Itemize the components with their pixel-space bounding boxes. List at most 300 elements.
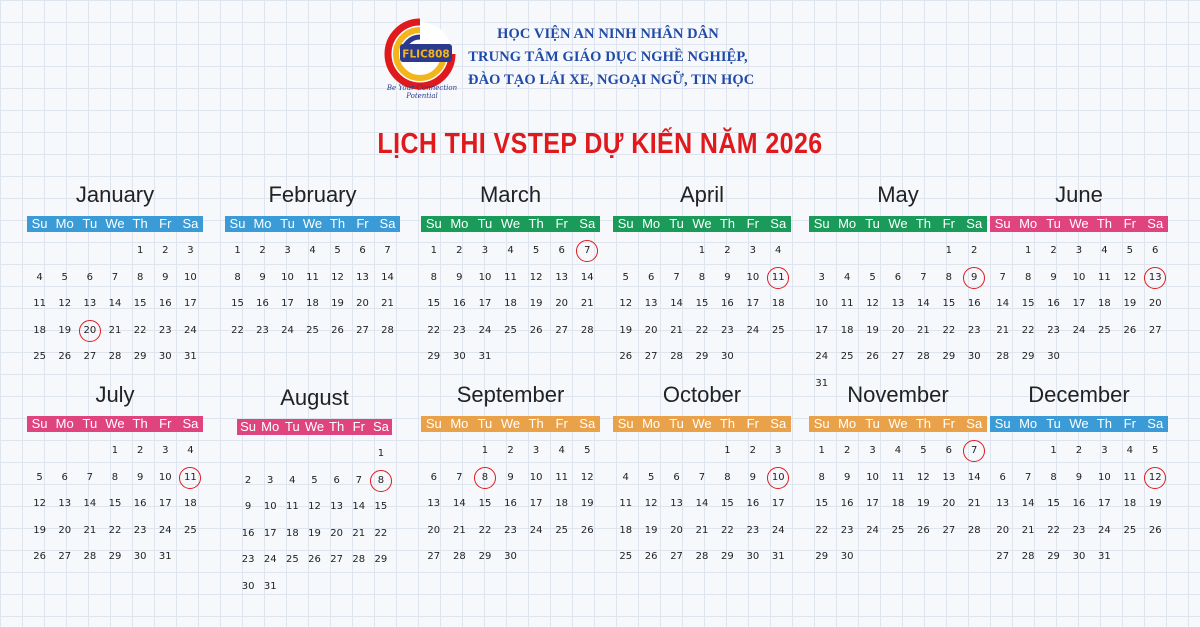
day-cell: 30 bbox=[1072, 551, 1086, 562]
weekday-label: Tu bbox=[82, 216, 98, 231]
day-cell: 19 bbox=[580, 498, 594, 509]
weekday-label: Th bbox=[719, 416, 735, 431]
day-cell: 11 bbox=[840, 298, 854, 309]
weekday-label: Su bbox=[229, 216, 246, 231]
day-cell: 16 bbox=[840, 498, 854, 509]
weekday-label: We bbox=[692, 416, 712, 431]
day-cell: 20 bbox=[1148, 298, 1162, 309]
day-cell: 21 bbox=[670, 324, 683, 336]
empty-cell bbox=[421, 438, 447, 465]
day-grid bbox=[809, 238, 987, 397]
day-cell: 29 bbox=[721, 551, 734, 562]
week-row bbox=[990, 318, 1168, 345]
weekday-header bbox=[809, 416, 987, 432]
empty-cell bbox=[348, 441, 370, 468]
day-cell: 4 bbox=[843, 271, 851, 283]
day-cell: 19 bbox=[58, 324, 72, 336]
week-row bbox=[27, 518, 203, 545]
day-cell: 25 bbox=[33, 351, 46, 362]
day-cell: 7 bbox=[86, 471, 94, 483]
day-cell: 12 bbox=[644, 498, 658, 509]
week-row bbox=[237, 494, 392, 521]
day-cell: 17 bbox=[746, 298, 760, 309]
empty-cell bbox=[962, 544, 987, 571]
day-cell: 23 bbox=[967, 324, 981, 336]
day-cell: 28 bbox=[580, 324, 594, 336]
day-grid bbox=[421, 438, 600, 571]
day-cell: 29 bbox=[374, 554, 388, 565]
week-row bbox=[809, 491, 987, 518]
day-cell: 18 bbox=[184, 498, 197, 509]
empty-cell bbox=[27, 438, 52, 465]
weekday-label: We bbox=[500, 416, 521, 431]
day-cell: 12 bbox=[866, 298, 879, 309]
day-cell: 13 bbox=[670, 498, 683, 509]
week-row bbox=[237, 441, 392, 468]
day-cell: 26 bbox=[619, 351, 633, 362]
day-cell: 16 bbox=[721, 298, 734, 309]
day-cell: 15 bbox=[695, 298, 709, 309]
day-cell: 6 bbox=[894, 271, 902, 283]
day-cell: 26 bbox=[1148, 524, 1162, 536]
weekday-label: Tu bbox=[285, 419, 300, 434]
day-cell: 22 bbox=[1021, 324, 1035, 336]
day-grid bbox=[421, 238, 600, 371]
empty-cell bbox=[303, 574, 325, 601]
week-row bbox=[613, 544, 791, 571]
weekday-label: Tu bbox=[865, 216, 880, 231]
empty-cell bbox=[885, 238, 910, 265]
day-cell: 3 bbox=[532, 445, 540, 456]
day-grid bbox=[27, 438, 203, 571]
month-name: August bbox=[280, 385, 349, 410]
day-cell: 27 bbox=[58, 551, 72, 562]
day-cell: 8 bbox=[1050, 471, 1057, 483]
day-cell: 29 bbox=[1047, 551, 1060, 562]
day-cell: 16 bbox=[504, 498, 517, 509]
day-cell: 16 bbox=[256, 298, 269, 309]
week-row bbox=[809, 438, 987, 465]
weekday-header bbox=[27, 416, 203, 432]
day-cell: 17 bbox=[771, 498, 785, 509]
day-cell: 23 bbox=[133, 524, 147, 536]
day-cell: 24 bbox=[529, 524, 543, 536]
week-row bbox=[990, 238, 1168, 265]
week-row bbox=[421, 438, 600, 465]
week-row bbox=[225, 291, 400, 318]
day-cell: 21 bbox=[352, 527, 366, 539]
empty-cell bbox=[574, 544, 600, 571]
empty-cell bbox=[990, 438, 1015, 465]
week-row bbox=[613, 291, 791, 318]
day-cell: 31 bbox=[478, 351, 492, 362]
month-may bbox=[809, 182, 987, 389]
week-row bbox=[613, 491, 791, 518]
day-cell: 9 bbox=[1075, 471, 1083, 483]
weekday-label: Fr bbox=[356, 216, 369, 231]
day-cell: 11 bbox=[619, 498, 633, 509]
day-cell: 19 bbox=[1148, 498, 1162, 509]
day-cell: 17 bbox=[263, 527, 277, 539]
day-cell: 14 bbox=[83, 498, 97, 509]
weekday-label: Mo bbox=[55, 416, 74, 431]
day-cell: 30 bbox=[746, 551, 760, 562]
day-cell: 7 bbox=[698, 471, 706, 483]
day-cell: 24 bbox=[158, 524, 172, 536]
day-cell: 28 bbox=[1021, 551, 1035, 562]
day-cell: 30 bbox=[721, 351, 734, 362]
month-name: March bbox=[479, 182, 542, 207]
day-cell: 5 bbox=[647, 471, 655, 483]
day-cell: 15 bbox=[133, 298, 147, 309]
week-row bbox=[990, 438, 1168, 465]
day-cell: 17 bbox=[281, 298, 294, 309]
header bbox=[0, 0, 1200, 170]
day-cell: 20 bbox=[555, 298, 569, 309]
day-cell: 13 bbox=[555, 271, 569, 283]
exam-date: 20 bbox=[77, 318, 102, 345]
day-cell: 19 bbox=[619, 324, 633, 336]
day-cell: 2 bbox=[1050, 245, 1057, 256]
day-cell: 21 bbox=[580, 298, 594, 309]
day-cell: 4 bbox=[1101, 245, 1108, 256]
week-row bbox=[27, 438, 203, 465]
day-cell: 29 bbox=[108, 551, 122, 562]
day-cell: 12 bbox=[308, 501, 321, 512]
day-grid bbox=[990, 438, 1168, 571]
day-cell: 21 bbox=[695, 524, 709, 536]
month-name: July bbox=[95, 382, 135, 407]
day-cell: 23 bbox=[1047, 324, 1060, 336]
day-cell: 24 bbox=[1072, 324, 1086, 336]
weekday-label: Fr bbox=[746, 216, 759, 231]
day-cell: 9 bbox=[456, 271, 463, 283]
day-cell: 13 bbox=[891, 298, 905, 309]
empty-cell bbox=[549, 544, 575, 571]
empty-cell bbox=[911, 238, 936, 265]
month-name: April bbox=[679, 182, 724, 207]
day-cell: 21 bbox=[917, 324, 930, 336]
weekday-label: Su bbox=[425, 216, 442, 231]
empty-cell bbox=[664, 238, 689, 265]
day-cell: 24 bbox=[263, 554, 277, 565]
day-cell: 5 bbox=[61, 271, 68, 283]
day-cell: 6 bbox=[1152, 245, 1159, 256]
day-cell: 19 bbox=[33, 524, 46, 536]
day-cell: 25 bbox=[184, 524, 197, 536]
weekday-label: Th bbox=[719, 216, 735, 231]
org-name-line-3: ĐÀO TẠO LÁI XE, NGOẠI NGỮ, TIN HỌC bbox=[468, 72, 755, 88]
weekday-label: Fr bbox=[555, 216, 568, 231]
day-cell: 10 bbox=[263, 501, 277, 512]
day-cell: 15 bbox=[942, 298, 956, 309]
day-cell: 12 bbox=[580, 471, 594, 483]
week-row bbox=[421, 291, 600, 318]
day-cell: 5 bbox=[869, 271, 876, 283]
day-cell: 26 bbox=[644, 551, 658, 562]
weekday-header bbox=[27, 216, 203, 232]
day-cell: 26 bbox=[331, 324, 344, 336]
day-cell: 26 bbox=[33, 551, 46, 562]
day-cell: 24 bbox=[281, 324, 294, 336]
empty-cell bbox=[523, 544, 549, 571]
day-cell: 3 bbox=[481, 245, 489, 256]
day-cell: 21 bbox=[108, 324, 122, 336]
day-cell: 17 bbox=[478, 298, 492, 309]
day-cell: 15 bbox=[721, 498, 734, 509]
month-name: October bbox=[662, 382, 742, 407]
day-cell: 7 bbox=[673, 271, 680, 283]
day-cell: 19 bbox=[644, 524, 658, 536]
day-cell: 18 bbox=[33, 324, 46, 336]
day-cell: 3 bbox=[775, 445, 782, 456]
day-cell: 23 bbox=[504, 524, 517, 536]
day-cell: 24 bbox=[478, 324, 492, 336]
day-cell: 11 bbox=[504, 271, 517, 283]
day-cell: 9 bbox=[259, 271, 266, 283]
weekday-header bbox=[237, 419, 392, 435]
day-cell: 29 bbox=[1021, 351, 1035, 362]
day-cell: 6 bbox=[999, 471, 1006, 483]
weekday-header bbox=[613, 216, 791, 232]
day-cell: 4 bbox=[558, 445, 565, 456]
exam-date: 7 bbox=[962, 438, 987, 465]
weekday-label: Su bbox=[617, 416, 634, 431]
empty-cell bbox=[574, 344, 600, 371]
day-cell: 2 bbox=[259, 245, 266, 256]
day-cell: 5 bbox=[334, 245, 341, 256]
day-cell: 4 bbox=[1126, 445, 1133, 456]
empty-cell bbox=[77, 438, 102, 465]
month-december bbox=[990, 382, 1168, 582]
day-cell: 11 bbox=[1098, 271, 1111, 283]
day-cell: 20 bbox=[356, 298, 369, 309]
day-cell: 27 bbox=[891, 351, 905, 362]
day-cell: 16 bbox=[967, 298, 981, 309]
month-name: December bbox=[1028, 382, 1130, 407]
day-cell: 12 bbox=[58, 298, 72, 309]
day-cell: 11 bbox=[285, 501, 299, 512]
day-cell: 20 bbox=[58, 524, 72, 536]
day-cell: 22 bbox=[1047, 524, 1060, 536]
day-cell: 31 bbox=[184, 351, 197, 362]
day-cell: 7 bbox=[456, 471, 463, 483]
weekday-label: We bbox=[105, 416, 125, 431]
week-row bbox=[990, 291, 1168, 318]
week-row bbox=[613, 318, 791, 345]
exam-date: 12 bbox=[1143, 465, 1168, 492]
day-cell: 28 bbox=[996, 351, 1010, 362]
empty-cell bbox=[447, 438, 473, 465]
weekday-label: Su bbox=[813, 416, 830, 431]
day-cell: 3 bbox=[1075, 245, 1083, 256]
day-cell: 2 bbox=[507, 445, 514, 456]
month-name: June bbox=[1055, 182, 1103, 207]
day-cell: 25 bbox=[306, 324, 319, 336]
day-cell: 18 bbox=[840, 324, 854, 336]
empty-cell bbox=[860, 238, 885, 265]
empty-cell bbox=[638, 438, 663, 465]
day-cell: 9 bbox=[244, 501, 252, 512]
day-cell: 26 bbox=[917, 524, 930, 536]
weekday-header bbox=[990, 416, 1168, 432]
day-cell: 3 bbox=[162, 445, 169, 456]
day-cell: 18 bbox=[285, 527, 299, 539]
day-cell: 1 bbox=[430, 245, 437, 256]
day-cell: 14 bbox=[996, 298, 1010, 309]
weekday-label: Su bbox=[240, 419, 257, 434]
day-cell: 2 bbox=[1075, 445, 1083, 456]
day-cell: 24 bbox=[771, 524, 785, 536]
day-cell: 11 bbox=[306, 271, 319, 283]
day-cell: 27 bbox=[1148, 324, 1162, 336]
week-row bbox=[237, 547, 392, 574]
day-cell: 8 bbox=[818, 471, 825, 483]
day-cell: 15 bbox=[1021, 298, 1035, 309]
day-cell: 19 bbox=[308, 527, 321, 539]
day-cell: 22 bbox=[108, 524, 122, 536]
day-cell: 10 bbox=[1098, 471, 1111, 483]
month-name: January bbox=[75, 182, 155, 207]
weekday-label: We bbox=[692, 216, 712, 231]
day-cell: 18 bbox=[1098, 298, 1111, 309]
weekday-label: Mo bbox=[642, 416, 661, 431]
day-cell: 18 bbox=[891, 498, 905, 509]
weekday-label: Fr bbox=[159, 216, 172, 231]
day-grid bbox=[27, 238, 203, 371]
week-row bbox=[990, 518, 1168, 545]
weekday-header bbox=[225, 216, 400, 232]
month-august bbox=[237, 385, 392, 592]
week-row bbox=[990, 344, 1168, 371]
day-cell: 24 bbox=[746, 324, 760, 336]
day-cell: 30 bbox=[241, 580, 255, 592]
day-cell: 2 bbox=[971, 245, 978, 256]
day-cell: 19 bbox=[1123, 298, 1137, 309]
exam-date: 8 bbox=[472, 465, 498, 492]
weekday-label: Tu bbox=[477, 216, 493, 231]
day-cell: 26 bbox=[1123, 324, 1137, 336]
day-cell: 5 bbox=[584, 445, 591, 456]
day-cell: 2 bbox=[244, 474, 252, 486]
weekday-label: Tu bbox=[865, 416, 880, 431]
day-cell: 11 bbox=[1123, 471, 1137, 483]
day-cell: 21 bbox=[83, 524, 97, 536]
weekday-label: Fr bbox=[555, 416, 568, 431]
weekday-label: Sa bbox=[770, 416, 787, 431]
day-cell: 12 bbox=[529, 271, 543, 283]
week-row bbox=[225, 265, 400, 292]
day-cell: 5 bbox=[920, 445, 927, 456]
week-row bbox=[27, 465, 203, 492]
day-grid bbox=[613, 438, 791, 571]
month-april bbox=[613, 182, 791, 382]
empty-cell bbox=[1015, 438, 1040, 465]
week-row bbox=[225, 238, 400, 265]
day-cell: 20 bbox=[427, 524, 441, 536]
week-row bbox=[421, 265, 600, 292]
day-cell: 25 bbox=[891, 524, 905, 536]
day-cell: 30 bbox=[840, 551, 854, 562]
empty-cell bbox=[1117, 344, 1142, 371]
day-cell: 10 bbox=[866, 471, 879, 483]
weekday-label: Tu bbox=[1046, 416, 1061, 431]
day-cell: 1 bbox=[724, 445, 731, 456]
week-row bbox=[990, 491, 1168, 518]
day-cell: 8 bbox=[945, 271, 952, 283]
weekday-label: Su bbox=[994, 216, 1011, 231]
weekday-label: Su bbox=[31, 216, 48, 231]
weekday-label: Mo bbox=[838, 416, 857, 431]
day-cell: 13 bbox=[330, 501, 343, 512]
empty-cell bbox=[370, 574, 392, 601]
day-cell: 14 bbox=[917, 298, 930, 309]
day-cell: 15 bbox=[478, 498, 492, 509]
day-cell: 13 bbox=[83, 298, 97, 309]
day-cell: 22 bbox=[695, 324, 709, 336]
exam-date: 10 bbox=[766, 465, 791, 492]
day-cell: 14 bbox=[1021, 498, 1035, 509]
day-cell: 13 bbox=[356, 271, 369, 283]
day-cell: 4 bbox=[36, 271, 43, 283]
day-cell: 25 bbox=[1123, 524, 1137, 536]
day-cell: 2 bbox=[456, 245, 463, 256]
weekday-label: We bbox=[302, 216, 323, 231]
week-row bbox=[27, 291, 203, 318]
week-row bbox=[421, 544, 600, 571]
day-cell: 8 bbox=[698, 271, 706, 283]
day-cell: 11 bbox=[33, 298, 46, 309]
day-cell: 25 bbox=[285, 554, 299, 565]
day-grid bbox=[990, 238, 1168, 371]
day-cell: 21 bbox=[381, 298, 394, 309]
day-cell: 27 bbox=[670, 551, 683, 562]
org-name-line-1: HỌC VIỆN AN NINH NHÂN DÂN bbox=[497, 26, 719, 42]
week-row bbox=[613, 344, 791, 371]
day-cell: 1 bbox=[136, 245, 144, 256]
day-cell: 19 bbox=[331, 298, 344, 309]
month-july bbox=[27, 382, 203, 582]
week-row bbox=[421, 318, 600, 345]
month-november bbox=[809, 382, 987, 582]
day-cell: 21 bbox=[453, 524, 466, 536]
exam-date: 11 bbox=[766, 265, 791, 292]
day-cell: 27 bbox=[942, 524, 956, 536]
day-cell: 5 bbox=[1152, 445, 1159, 456]
day-cell: 24 bbox=[184, 324, 197, 336]
day-cell: 22 bbox=[374, 527, 388, 539]
day-cell: 4 bbox=[775, 245, 782, 256]
day-cell: 10 bbox=[746, 271, 760, 283]
day-cell: 2 bbox=[749, 445, 756, 456]
month-june bbox=[990, 182, 1168, 382]
week-row bbox=[613, 265, 791, 292]
day-cell: 28 bbox=[670, 351, 683, 362]
day-cell: 25 bbox=[504, 324, 517, 336]
day-cell: 7 bbox=[1024, 471, 1032, 483]
empty-cell bbox=[1143, 544, 1168, 571]
day-cell: 26 bbox=[529, 324, 543, 336]
month-february bbox=[225, 182, 400, 382]
page-title: LỊCH THI VSTEP DỰ KIẾN NĂM 2026 bbox=[377, 128, 823, 160]
exam-date: 8 bbox=[370, 468, 392, 495]
day-cell: 27 bbox=[644, 351, 658, 362]
empty-cell bbox=[237, 441, 259, 468]
weekday-label: Tu bbox=[669, 216, 684, 231]
empty-cell bbox=[936, 544, 961, 571]
weekday-label: Th bbox=[528, 416, 544, 431]
day-cell: 23 bbox=[746, 524, 760, 536]
